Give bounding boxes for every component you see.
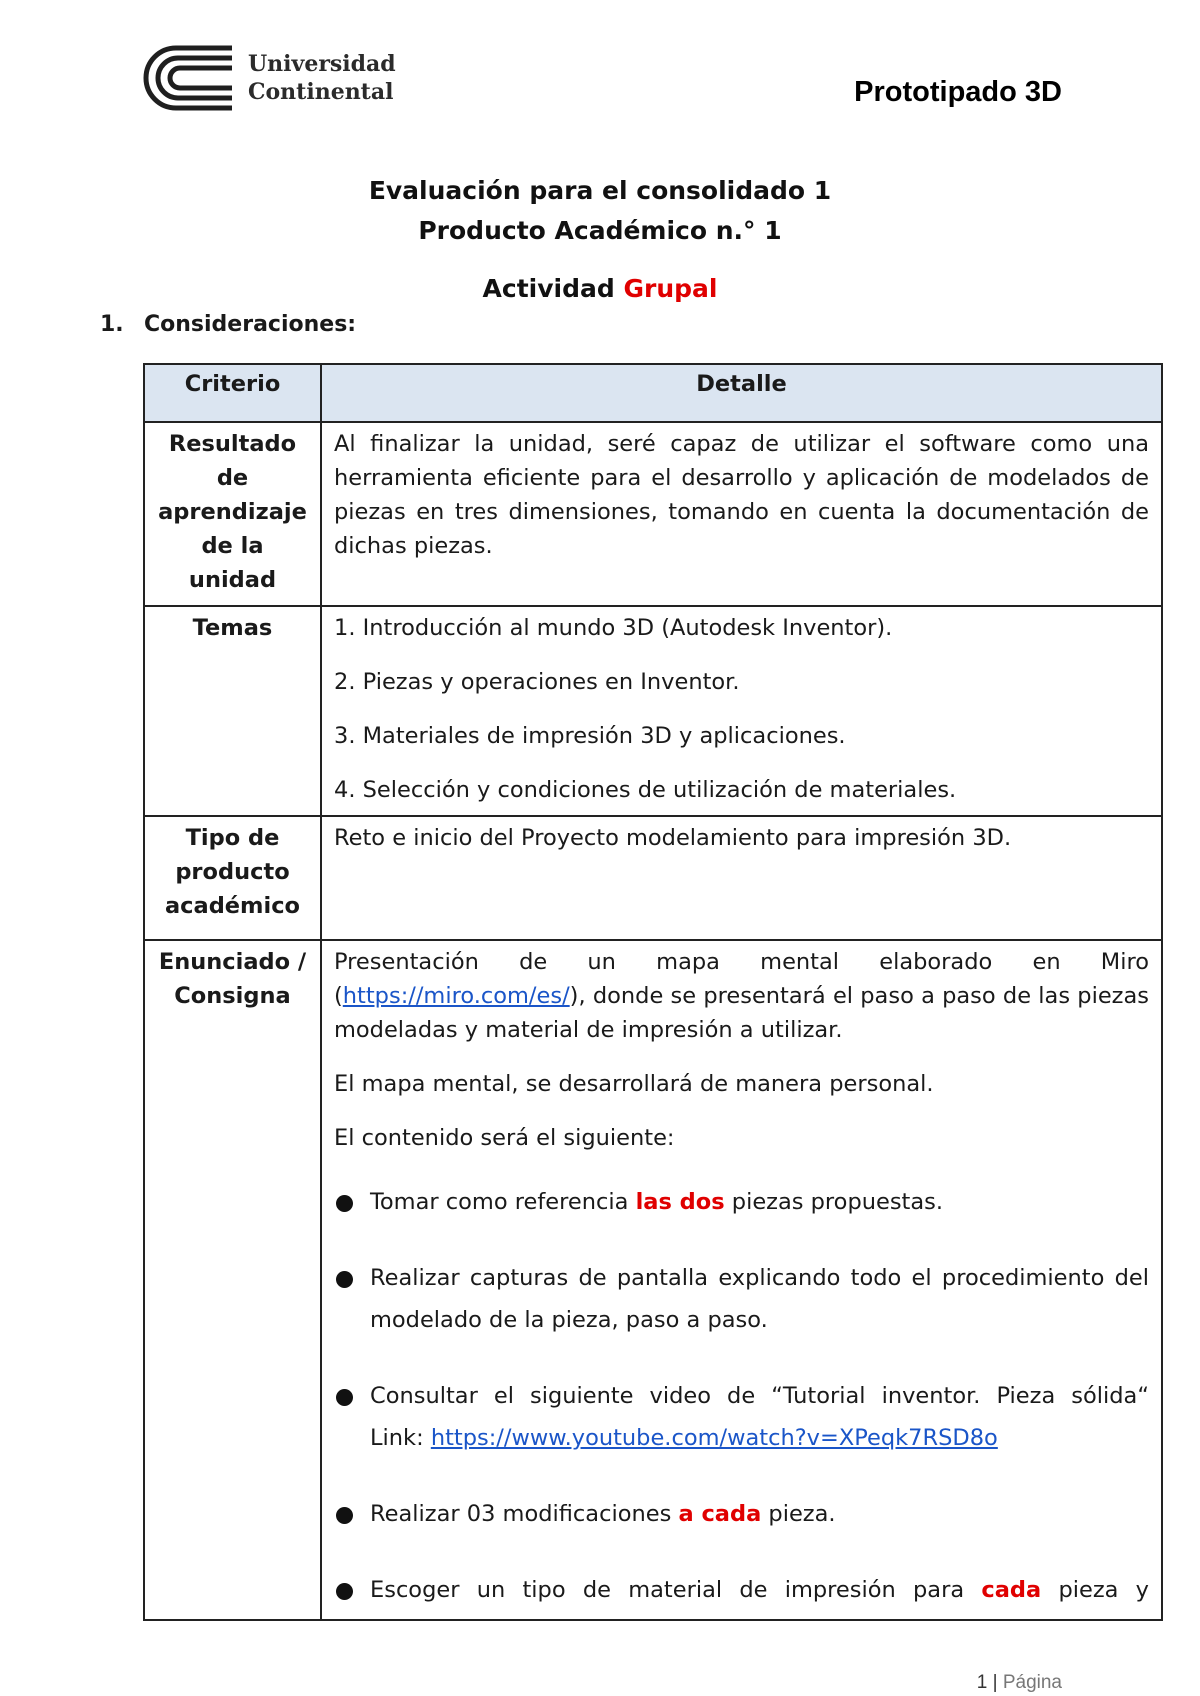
section-heading <box>100 312 356 337</box>
bullet-emphasis: a cada <box>678 1501 762 1527</box>
logo-line-2: Continental <box>248 79 394 105</box>
bullet-text: Tomar como referencia <box>370 1189 636 1215</box>
section-title: Consideraciones: <box>144 312 357 337</box>
content-bullet-list <box>334 1181 1149 1611</box>
statement-intro-after: ), donde se presentará el paso a paso de las piezas modeladas y material de impresión a utilizar. <box>334 983 1149 1043</box>
bullet-text: pieza. <box>761 1501 836 1527</box>
table-header-row <box>144 364 1162 422</box>
activity-prefix: Actividad <box>482 274 624 303</box>
bullet-text: Realizar capturas de pantalla explicando todo el procedimiento del modelado de la pieza, paso a paso. <box>370 1265 1149 1333</box>
topic-item: 3. Materiales de impresión 3D y aplicaciones. <box>334 723 846 749</box>
bullet-icon <box>336 1195 353 1212</box>
table-row <box>144 940 1162 1620</box>
product-title: Producto Académico n.° 1 <box>418 216 782 245</box>
footer-separator: | <box>987 1672 1003 1693</box>
page-label: Página <box>1002 1672 1062 1693</box>
topic-item: 4. Selección y condiciones de utilización de materiales. <box>334 777 957 803</box>
page-footer <box>977 1672 1062 1694</box>
activity-type: Grupal <box>623 274 718 303</box>
list-item <box>334 1569 1149 1611</box>
criterion-topics: Temas <box>144 606 321 816</box>
statement-intro-before: Presentación de un mapa mental elaborado en Miro ( <box>334 949 1149 1009</box>
product-type-text: Reto e inicio del Proyecto modelamiento para impresión 3D. <box>321 816 1162 940</box>
bullet-emphasis: cada <box>981 1577 1042 1603</box>
section-number: 1. <box>100 312 124 337</box>
course-title: Prototipado 3D <box>854 76 1062 108</box>
learning-outcome-text: Al finalizar la unidad, seré capaz de utilizar el software como una herramienta eficiente para el desarrollo y aplicación de modelados de piezas en tres dimensiones, tomando en cuenta la documentación de dichas piezas. <box>321 422 1162 606</box>
miro-link[interactable]: https://miro.com/es/ <box>342 983 570 1009</box>
bullet-text: piezas propuestas. <box>724 1189 944 1215</box>
bullet-text: Realizar 03 modificaciones <box>370 1501 679 1527</box>
bullet-link-line <box>370 1417 1149 1459</box>
bullet-text: Escoger un tipo de material de impresión para <box>370 1577 982 1603</box>
criterion-statement: Enunciado / Consigna <box>144 940 321 1620</box>
criterion-learning-outcome: Resultado de aprendizaje de la unidad <box>144 422 321 606</box>
page-number: 1 <box>976 1672 988 1693</box>
university-c-logo-icon <box>142 44 234 112</box>
logo-wordmark <box>248 50 396 106</box>
bullet-text: pieza y <box>1041 1577 1149 1603</box>
table-row <box>144 816 1162 940</box>
topics-list <box>321 606 1162 816</box>
bullet-icon <box>336 1583 353 1600</box>
list-item <box>334 1375 1149 1459</box>
evaluation-title: Evaluación para el consolidado 1 <box>368 176 832 205</box>
list-item <box>334 1493 1149 1535</box>
list-item <box>334 1257 1149 1341</box>
criterion-product-type: Tipo de producto académico <box>144 816 321 940</box>
list-item <box>334 1181 1149 1223</box>
logo-line-1: Universidad <box>248 51 396 77</box>
statement-paragraph-3: El contenido será el siguiente: <box>334 1125 675 1151</box>
header-criterion: Criterio <box>144 364 321 422</box>
topic-item: 2. Piezas y operaciones en Inventor. <box>334 669 740 695</box>
youtube-link[interactable]: https://www.youtube.com/watch?v=XPeqk7RSD8o <box>430 1425 998 1451</box>
statement-detail <box>321 940 1162 1620</box>
university-logo <box>142 44 562 124</box>
bullet-icon <box>336 1507 353 1524</box>
link-prefix: Link: <box>370 1425 431 1451</box>
statement-paragraph-2: El mapa mental, se desarrollará de manera personal. <box>334 1071 934 1097</box>
table-row <box>144 606 1162 816</box>
statement-intro <box>334 945 1149 1047</box>
bullet-text: Consultar el siguiente video de “Tutorial inventor. Pieza sólida“ <box>370 1383 1149 1409</box>
table-row <box>144 422 1162 606</box>
bullet-icon <box>336 1389 353 1406</box>
topic-item: 1. Introducción al mundo 3D (Autodesk Inventor). <box>334 615 893 641</box>
considerations-table <box>143 363 1163 1621</box>
bullet-emphasis: las dos <box>635 1189 725 1215</box>
activity-title <box>0 274 1200 303</box>
bullet-icon <box>336 1271 353 1288</box>
header-detail: Detalle <box>321 364 1162 422</box>
